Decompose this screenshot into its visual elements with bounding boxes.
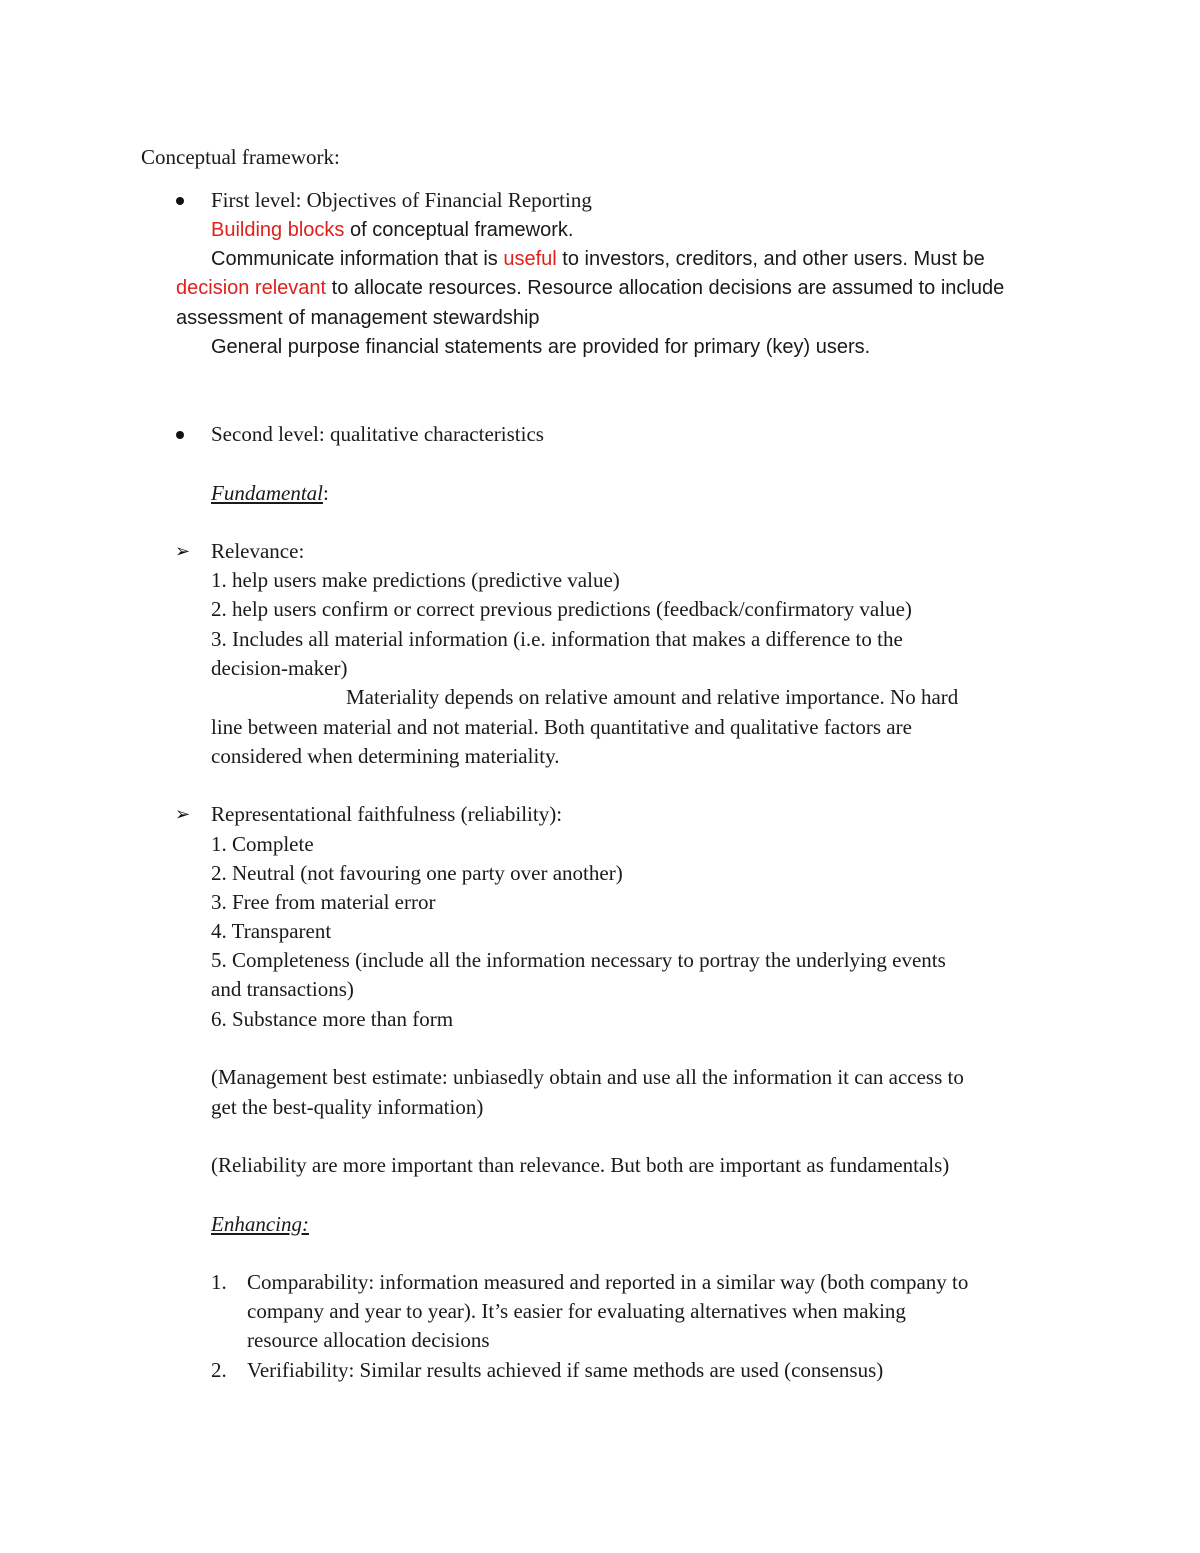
enhancing-item-text: Verifiability: Similar results achieved if same methods are used (consensus) (247, 1358, 884, 1382)
relevance-item: 1. help users make predictions (predictive value) (211, 568, 620, 592)
arrow-bullet-icon: ➢ (175, 541, 191, 562)
page-title: Conceptual framework: (141, 145, 340, 169)
bullet-icon (176, 197, 184, 205)
enhancing-item-text: Comparability: information measured and reported in a similar way (both company to (247, 1270, 969, 1294)
faithfulness-item: and transactions) (211, 977, 354, 1001)
enhancing-number: 2. (211, 1358, 227, 1382)
level1-line-building-blocks (211, 216, 573, 245)
relevance-item: 3. Includes all material information (i.e. information that makes a difference to the (211, 627, 903, 651)
enhancing-number: 1. (211, 1270, 227, 1294)
enhancing-heading (211, 1210, 309, 1239)
level1-line-general-purpose: General purpose financial statements are provided for primary (key) users. (211, 336, 871, 358)
faithfulness-item: 6. Substance more than form (211, 1007, 454, 1031)
faithfulness-item: 5. Completeness (include all the information necessary to portray the underlying events (211, 948, 946, 972)
level2-heading: Second level: qualitative characteristics (211, 422, 544, 446)
management-estimate-note: get the best-quality information) (211, 1095, 484, 1119)
fundamental-colon: : (322, 481, 329, 505)
enhancing-label: Enhancing: (211, 1212, 309, 1236)
level1-line3-text: to allocate resources. Resource allocation decisions are assumed to include (326, 277, 1005, 299)
level1-line2-text-b: to investors, creditors, and other users. Must be (556, 248, 985, 270)
bullet-icon (176, 431, 184, 439)
relevance-item: 2. help users confirm or correct previous predictions (feedback/confirmatory value) (211, 597, 912, 621)
level1-line1-text: of conceptual framework. (344, 219, 574, 241)
arrow-bullet-icon: ➢ (175, 804, 191, 825)
materiality-text: Materiality depends on relative amount and relative importance. No hard (346, 685, 959, 709)
fundamental-label: Fundamental (211, 481, 323, 505)
relevance-heading: Relevance: (211, 539, 305, 563)
highlight-building-blocks: Building blocks (211, 219, 345, 241)
faithfulness-heading: Representational faithfulness (reliability): (211, 802, 563, 826)
materiality-text: line between material and not material. Both quantitative and qualitative factors are (211, 715, 912, 739)
fundamental-heading (211, 479, 329, 508)
materiality-text: considered when determining materiality. (211, 744, 560, 768)
faithfulness-item: 3. Free from material error (211, 890, 436, 914)
level1-line-stewardship: assessment of management stewardship (176, 307, 540, 329)
reliability-note: (Reliability are more important than relevance. But both are important as fundamentals) (211, 1153, 950, 1177)
highlight-decision-relevant: decision relevant (176, 277, 327, 299)
level1-line-decision-relevant (176, 274, 1004, 303)
level1-line2-text-a: Communicate information that is (211, 248, 504, 270)
enhancing-item-text: company and year to year). It’s easier for evaluating alternatives when making (247, 1299, 906, 1323)
faithfulness-item: 1. Complete (211, 832, 314, 856)
faithfulness-item: 2. Neutral (not favouring one party over another) (211, 861, 623, 885)
relevance-item: decision-maker) (211, 656, 348, 680)
level1-line-communicate (211, 245, 985, 274)
faithfulness-item: 4. Transparent (211, 919, 332, 943)
enhancing-item-text: resource allocation decisions (247, 1328, 490, 1352)
highlight-useful: useful (503, 248, 557, 270)
level1-heading: First level: Objectives of Financial Reporting (211, 188, 592, 212)
management-estimate-note: (Management best estimate: unbiasedly obtain and use all the information it can access to (211, 1065, 964, 1089)
